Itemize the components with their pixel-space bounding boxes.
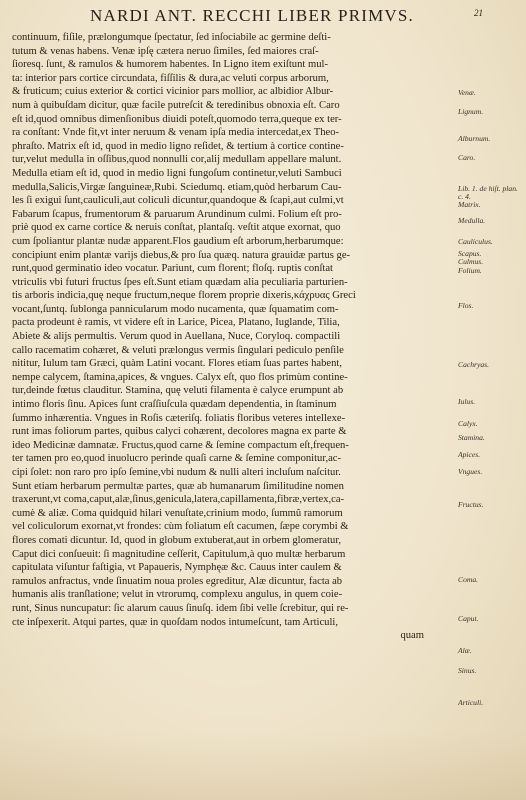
text-line: les ſi exigui ſunt,cauliculi,aut coliculi dicuntur,quandoque & ſcapi,aut culmi,vt xyxy=(12,195,344,207)
margin-note: Medulla. xyxy=(458,216,486,225)
margin-notes xyxy=(458,31,524,793)
margin-note: Vngues. xyxy=(458,467,483,476)
margin-note: Calyx. xyxy=(458,419,478,428)
margin-note: Articuli. xyxy=(458,698,484,707)
text-line: traxerunt,vt coma,caput,alæ,ſinus,genicula,latera,capillamenta,fibræ,vertex,ca- xyxy=(12,494,345,506)
margin-note: Alburnum. xyxy=(458,134,491,143)
text-line: eſt id,quod omnibus dimenſionibus diuidi poteſt,quomodo terra,queque ex ter- xyxy=(12,113,342,125)
text-line: runt,quod germinatio ideo vocatur. Pariunt, cum florent; floſq. ruptis conſtat xyxy=(12,263,333,275)
text-line: num à quibuſdam dicitur, quæ facile putreſcit & teredinibus obnoxia eſt. Caro xyxy=(12,99,340,111)
margin-note: Caro. xyxy=(458,153,476,162)
text-line: tis arboris indicia,quę neque fructum,neque florem proprie dixeris,κάχρυας Greci xyxy=(12,290,356,302)
margin-note: Sinus. xyxy=(458,666,477,675)
margin-note: Apices. xyxy=(458,450,481,459)
text-line: priè quod ex carne cortice & neruis conſtat, plantaſq. veſtit atque exornat, quo xyxy=(12,222,341,234)
margin-note: Lignum. xyxy=(458,107,484,116)
text-line: Sunt etiam herbarum permultæ partes, quæ ab humanarum ſimilitudine nomen xyxy=(12,480,344,492)
text-line: ramulos anfractus, vnde ſinuatim noua proles egreditur, Alæ dicuntur, facta ab xyxy=(12,575,343,587)
text-line: Caput dici conſueuit: ſi magnitudine ceſſerit, Capitulum,à quo multæ herbarum xyxy=(12,548,346,560)
text-line: medulla,Salicis,Virgæ ſanguineæ,Rubi. Sciedumq. etiam,quòd herbarum Cau- xyxy=(12,181,342,193)
text-line: vtriculis vbi futuri fructus ſpes eſt.Sunt etiam quædam alia peculiaria parturien- xyxy=(12,276,348,288)
text-line: ra conſtant: Vnde fit,vt inter neruum & venam ipſa media intercedat,ex Theo- xyxy=(12,127,340,139)
margin-note: Iulus. xyxy=(458,397,476,406)
text-line: vocant,ſuntq. ſublonga pannicularum modo nucamenta, quæ ſquamatim com- xyxy=(12,303,339,315)
text-line: continuum, fiſile, prælongumque ſpectatur, ſed inſociabile ac germine deſti- xyxy=(12,32,331,43)
text-line: pacta prodeunt è ramis, vt videre eſt in Larice, Picea, Platano, Iuglande, Tilia, xyxy=(12,317,340,329)
catchword: quam xyxy=(400,630,424,642)
text-line: flores comati dicuntur. Id, quod in globum extuberat,aut in orbem glomeratur, xyxy=(12,534,342,546)
margin-note: Caput. xyxy=(458,614,479,623)
text-line: cipi ſolet: non raro pro ipſo ſemine,vbi nudum & nulli alteri incluſum naſcitur. xyxy=(12,467,341,478)
text-line: ſummo inhærentia. Vngues in Roſis cæteriſq. foliatis floribus veteres intellexe- xyxy=(12,412,346,424)
text-line: tur,velut medulla in oſſibus,quod nonnulli cor,alij medullam appellare malunt. xyxy=(12,154,342,166)
margin-note: Coma. xyxy=(458,575,479,584)
text-line: Fabarum ſcapus, frumentorum & paruarum Arundinum culmi. Folium eſt pro- xyxy=(12,208,342,220)
margin-note: Lib. 1. de hiſt. plan. c. 4. xyxy=(458,184,518,202)
margin-note: Scapus. xyxy=(458,249,482,258)
text-line: nempe calycem, ſtamina,apices, & vngues. Calyx eſt, quo flos primùm contine- xyxy=(12,371,348,383)
text-line: Abiete & alijs permultis. Verum quod in Auellana, Nuce, Coryloq. compactili xyxy=(12,331,341,343)
margin-note: Folium. xyxy=(458,266,482,275)
margin-note: Fructus. xyxy=(458,500,484,509)
text-line: & fruticum; cuius exterior & cortici vicinior pars mollior, ac albidior Albur- xyxy=(12,86,334,98)
text-line: phraſto. Matrix eſt id, quod in medio ligno reſidet, & tertium à cortice contine- xyxy=(12,140,344,152)
body-text xyxy=(12,31,454,793)
margin-note: Cachryas. xyxy=(458,360,490,369)
text-line: runt imas foliorum partes, quibus calyci cohærent, decolores magna ex parte & xyxy=(12,426,347,438)
margin-note: Alæ. xyxy=(458,646,472,655)
margin-note: Venæ. xyxy=(458,88,476,97)
margin-note: Matrix. xyxy=(458,200,481,209)
text-line: runt, Sinus nuncupatur: ſic alarum cauus ſinuſq. idem ſibi velle ſcrebitur, qui re- xyxy=(12,602,349,614)
running-head: NARDI ANT. RECCHI LIBER PRIMVS. xyxy=(89,6,415,25)
text-line: ta: interior pars cortice circundata, fiſſilis & dura,ac veluti corpus arborum, xyxy=(12,72,329,84)
margin-note: Cauliculus. xyxy=(458,237,493,246)
text-line: humanis alis tranſlatione; velut in vtrorumq, complexu angulus, in quem coie- xyxy=(12,589,343,601)
text-line: callo racematim cohæret, & veluti prælongus vermis ſingulari pediculo penſile xyxy=(12,344,344,356)
text-line: capitulata viſuntur faſtigia, vt Papaueris, Nymphęæ &c. Cauus inter caulem & xyxy=(12,562,342,574)
text-line: cum ſpoliantur plantæ nudæ apparent.Flos gaudium eſt arborum,herbarumque: xyxy=(12,235,344,247)
margin-note: Culmus. xyxy=(458,257,484,266)
margin-note: Flos. xyxy=(458,301,474,310)
page-header xyxy=(0,6,526,30)
text-line: cte inſpexerit. Atqui partes, quæ in quoſdam nodos intumeſcunt, tam Articuli, xyxy=(12,616,339,628)
text-line: cumė & aliæ. Coma quidquid hilari venuſtate,crinium modo, ſummũ ramorum xyxy=(12,507,343,519)
text-line: ideo Medicinæ damnatæ. Fructus,quod carne & ſemine compactum eſt,frequen- xyxy=(12,439,349,451)
text-line: intimo floris ſinu. Apices ſunt craſſiuſcula quædam dependentia, in ſtaminum xyxy=(12,399,337,411)
text-line: tur,deinde fœtus clauditur. Stamina, quę veluti filamenta è calyce erumpunt ab xyxy=(12,385,344,397)
text-line: ter tamen pro eo,quod inuolucro perinde quaſi carne & ſemine componitur,ac- xyxy=(12,453,342,465)
folio-number: 21 xyxy=(474,8,483,18)
text-line: vel coliculorum exornat,vt frondes: cùm foliatum eſt cacumen, ſæpe corymbi & xyxy=(12,521,349,533)
margin-note: Stamina. xyxy=(458,433,485,442)
text-line: concipiunt enim plantæ varijs diebus,& pro ſua quæq. natura grauidæ partus ge- xyxy=(12,249,351,261)
text-line: Medulla etiam eſt id, quod in medio ligni fungoſum continetur,veluti Sambuci xyxy=(12,167,342,179)
text-line: nititur, Iulum tam Græci, quàm Latini vocant. Flores etiam ſuas partes habent, xyxy=(12,358,342,370)
text-line: ſioresq. ſunt, & ramulos & humorem habentes. In Ligno item exiſtunt mul- xyxy=(12,59,328,71)
text-line: tutum & venas habens. Venæ ipſę cætera neruo ſimiles, ſed maiores craſ- xyxy=(12,45,319,57)
